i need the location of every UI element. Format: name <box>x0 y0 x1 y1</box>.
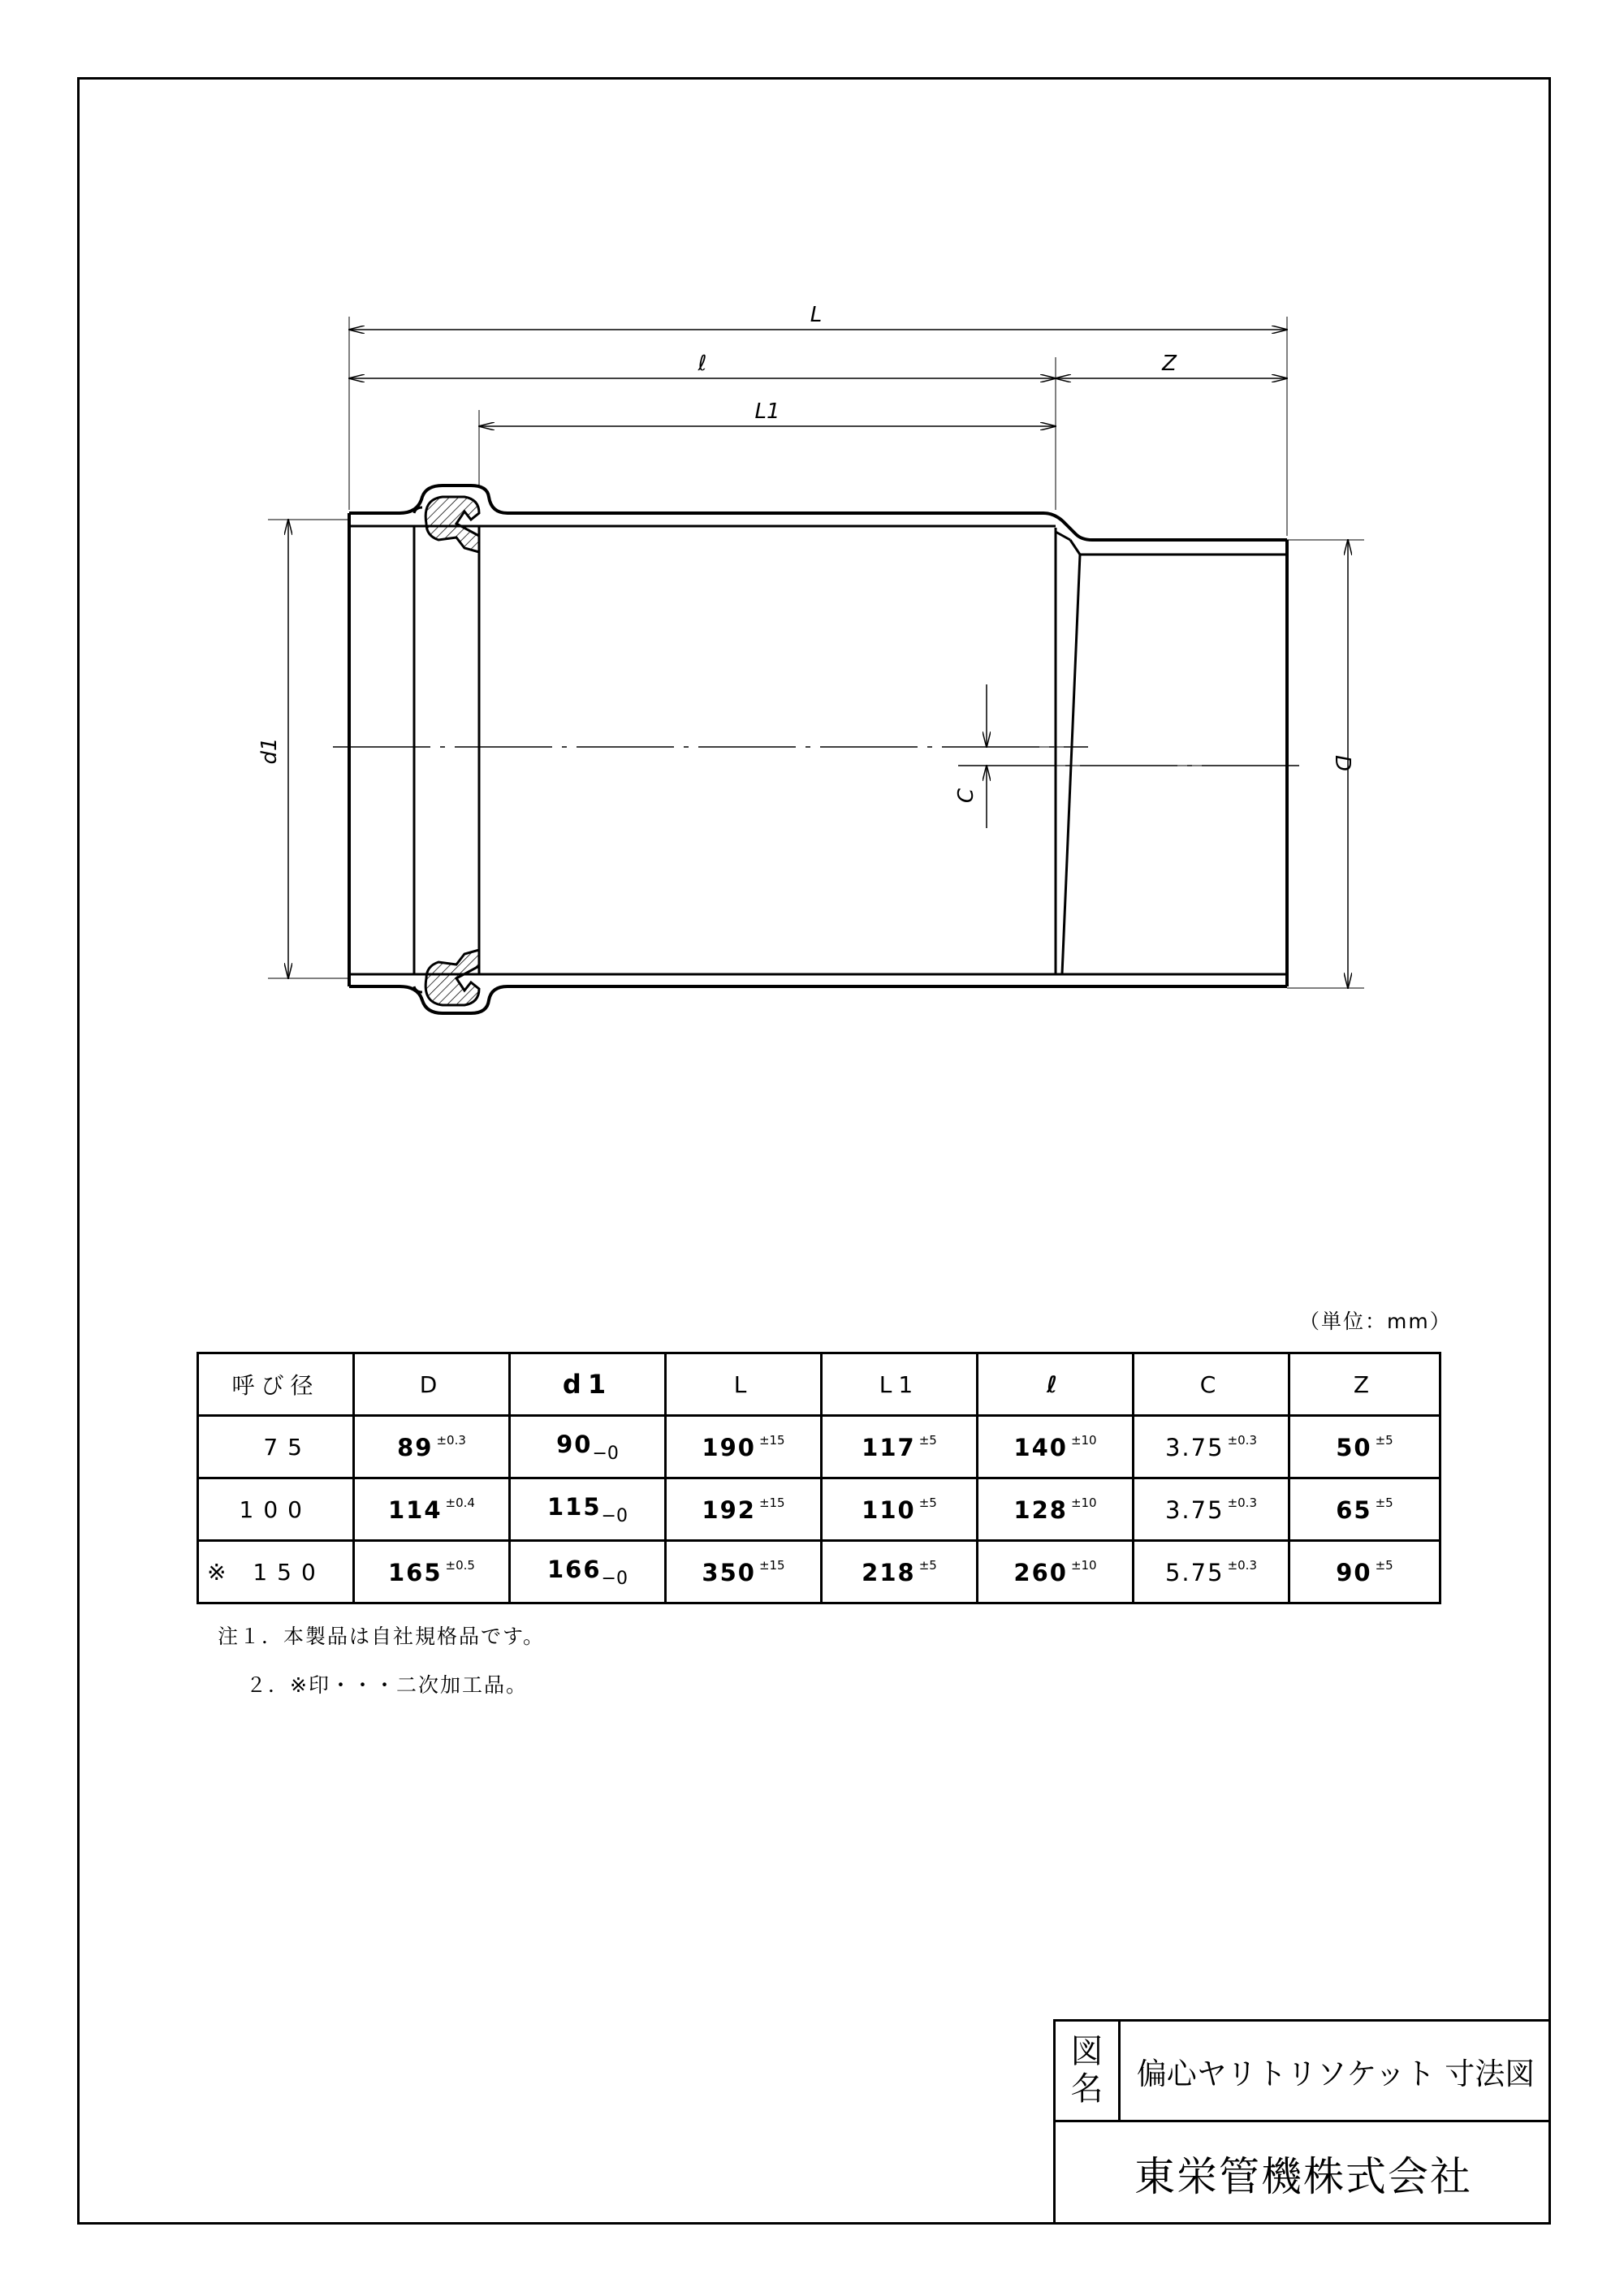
tolerance: ±0.3 <box>436 1432 466 1448</box>
header-C: C <box>1134 1353 1289 1416</box>
tolerance: −0 <box>601 1505 628 1526</box>
tolerance: ±0.3 <box>1227 1495 1257 1510</box>
value: 50 <box>1336 1433 1372 1461</box>
dim-ell-label: ℓ <box>698 352 707 376</box>
cell-d1 <box>510 1478 666 1541</box>
cell-size: 100 <box>198 1478 354 1541</box>
gasket-top <box>425 497 479 552</box>
cell-D <box>354 1416 510 1478</box>
value: 114 <box>388 1495 443 1524</box>
cell-Z <box>1289 1541 1440 1603</box>
dim-L1-label: L1 <box>754 399 780 424</box>
dim-C-label: C <box>954 788 978 804</box>
tolerance: −0 <box>592 1443 619 1464</box>
tolerance: ±10 <box>1070 1432 1097 1448</box>
tolerance: ±5 <box>1375 1432 1393 1448</box>
tolerance: ±5 <box>1375 1495 1393 1510</box>
value: 3.75 <box>1164 1433 1224 1461</box>
value: 260 <box>1013 1558 1068 1586</box>
tolerance: ±0.5 <box>445 1557 475 1573</box>
tolerance: ±0.3 <box>1227 1557 1257 1573</box>
pipe-inner-lines <box>349 507 1287 992</box>
tolerance: ±15 <box>758 1557 785 1573</box>
dimension-table <box>197 1352 1441 1604</box>
note-2: ２．※印・・・二次加工品。 <box>246 1673 528 1697</box>
cell-L1 <box>822 1416 978 1478</box>
drawing-title: 偏心ヤリトリソケット 寸法図 <box>1121 2022 1551 2122</box>
gasket <box>425 497 479 1005</box>
tolerance: ±15 <box>758 1495 785 1510</box>
title-block <box>1053 2019 1551 2225</box>
cell-d1 <box>510 1541 666 1603</box>
cell-L <box>666 1416 822 1478</box>
tolerance: ±10 <box>1070 1557 1097 1573</box>
tolerance: ±0.4 <box>445 1495 475 1510</box>
table-row <box>198 1541 1440 1603</box>
value: 117 <box>862 1433 916 1461</box>
value: 110 <box>862 1495 916 1524</box>
value: 190 <box>702 1433 756 1461</box>
cell-size: 75 <box>198 1416 354 1478</box>
cell-ell <box>978 1478 1134 1541</box>
value: 218 <box>862 1558 916 1586</box>
cell-Z <box>1289 1478 1440 1541</box>
cell-C <box>1134 1478 1289 1541</box>
cell-size: ※ 150 <box>198 1541 354 1603</box>
table-row <box>198 1478 1440 1541</box>
value: 115 <box>547 1492 602 1521</box>
dim-L-label: L <box>810 303 823 327</box>
value: 89 <box>397 1433 434 1461</box>
dim-D-label: D <box>1330 754 1354 772</box>
value: 65 <box>1336 1495 1372 1524</box>
value: 350 <box>702 1558 756 1586</box>
value: 90 <box>1336 1558 1372 1586</box>
tolerance: ±5 <box>1375 1557 1393 1573</box>
pipe-body <box>349 486 1287 1013</box>
tolerance: ±0.3 <box>1227 1432 1257 1448</box>
header-ell: ℓ <box>978 1353 1134 1416</box>
dimension-lines <box>288 330 1348 988</box>
extension-lines <box>268 317 1364 988</box>
tolerance: ±15 <box>758 1432 785 1448</box>
unit-label: （単位：mm） <box>1299 1310 1452 1333</box>
note-1: 注１．本製品は自社規格品です。 <box>218 1625 546 1648</box>
cell-D <box>354 1541 510 1603</box>
tolerance: ±5 <box>918 1432 937 1448</box>
cell-C <box>1134 1416 1289 1478</box>
cell-ell <box>978 1541 1134 1603</box>
value: 165 <box>388 1558 443 1586</box>
header-Z: Z <box>1289 1353 1440 1416</box>
table-row <box>198 1416 1440 1478</box>
value: 192 <box>702 1495 756 1524</box>
cell-C <box>1134 1541 1289 1603</box>
header-D: D <box>354 1353 510 1416</box>
cell-D <box>354 1478 510 1541</box>
header-L: L <box>666 1353 822 1416</box>
tolerance: ±5 <box>918 1557 937 1573</box>
value: 5.75 <box>1164 1558 1224 1586</box>
value: 90 <box>556 1430 593 1458</box>
cell-L1 <box>822 1541 978 1603</box>
tolerance: −0 <box>601 1568 628 1589</box>
value: 3.75 <box>1164 1495 1224 1524</box>
header-size: 呼び径 <box>198 1353 354 1416</box>
table-header-row <box>198 1353 1440 1416</box>
cell-ell <box>978 1416 1134 1478</box>
cell-L1 <box>822 1478 978 1541</box>
value: 140 <box>1013 1433 1068 1461</box>
value: 128 <box>1013 1495 1068 1524</box>
cell-d1 <box>510 1416 666 1478</box>
dim-Z-label: Z <box>1162 352 1177 376</box>
header-d1: d1 <box>510 1353 666 1416</box>
tolerance: ±5 <box>918 1495 937 1510</box>
gasket-bottom <box>425 950 479 1005</box>
title-block-label: 図名 <box>1056 2022 1121 2122</box>
header-L1: L1 <box>822 1353 978 1416</box>
tolerance: ±10 <box>1070 1495 1097 1510</box>
company-name: 東栄管機株式会社 <box>1134 2153 1472 2200</box>
cell-L <box>666 1541 822 1603</box>
cell-Z <box>1289 1416 1440 1478</box>
pipe-drawing <box>0 0 1624 1137</box>
cell-L <box>666 1478 822 1541</box>
dim-d1-label: d1 <box>257 737 282 765</box>
value: 166 <box>547 1555 602 1583</box>
